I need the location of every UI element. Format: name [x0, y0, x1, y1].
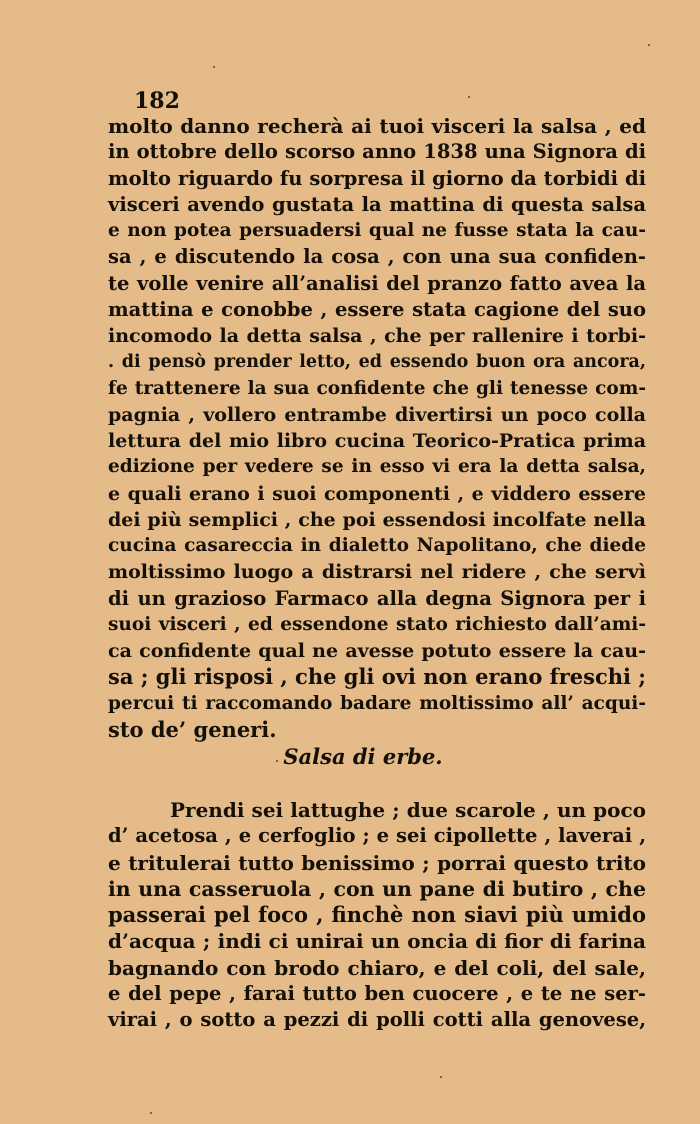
text-line: moltissimo luogo a distrarsi nel ridere , che servì [108, 561, 646, 584]
text-line: bagnando con brodo chiaro, e del coli, del sale, [108, 955, 646, 980]
text-line: molto danno recherà ai tuoi visceri la salsa , ed [108, 114, 646, 138]
text-line: sa ; gli risposi , che gli ovi non erano freschi ; [108, 664, 647, 690]
text-line: molto riguardo fu sorpresa il giorno da torbidi di [108, 166, 646, 190]
text-line: e del pepe , farai tutto ben cuocere , e te ne ser- [108, 982, 646, 1006]
text-line: mattina e conobbe , essere stata cagione del suo [108, 297, 646, 321]
recipe-heading: Salsa di erbe. [283, 744, 443, 769]
text-line: percui ti raccomando badare moltissimo all’ acqui- [108, 692, 646, 714]
text-line: incomodo la detta salsa , che per rallenire i torbi- [108, 325, 646, 347]
print-speck [440, 1076, 442, 1078]
text-line: Prendi sei lattughe ; due scarole , un poco [170, 798, 646, 822]
text-line: fe trattenere la sua confidente che gli tenesse com- [108, 377, 646, 399]
text-line: passerai pel foco , finchè non siavi più umido [108, 902, 646, 928]
text-line: cucina casareccia in dialetto Napolitano, che diede [108, 535, 646, 556]
print-speck [276, 760, 278, 762]
text-line: suoi visceri , ed essendone stato richiesto dall’ami- [108, 613, 646, 635]
text-line: visceri avendo gustata la mattina di questa salsa [108, 192, 646, 216]
text-line: virai , o sotto a pezzi di polli cotti alla genovese, [108, 1008, 646, 1032]
print-speck [648, 44, 650, 46]
text-line: sa , e discutendo la cosa , con una sua confiden- [108, 245, 646, 269]
print-speck [213, 66, 215, 68]
text-line: dei più semplici , che poi essendosi incolfate nella [108, 508, 646, 531]
text-line: pagnia , vollero entrambe divertirsi un poco colla [108, 403, 646, 426]
print-speck [468, 96, 470, 98]
text-line: in una casseruola , con un pane di butiro , che [108, 876, 646, 901]
page-number: 182 [134, 88, 180, 114]
text-line: in ottobre dello scorso anno 1838 una Signora di [108, 140, 646, 164]
recipe-body [108, 797, 646, 1034]
text-line: . di pensò prender letto, ed essendo buon ora ancora, [108, 352, 646, 373]
text-line: ca confidente qual ne avesse potuto essere la cau- [108, 640, 646, 662]
paragraph-body [108, 113, 646, 743]
text-line: d’acqua ; indi ci unirai un oncia di fior di farina [108, 929, 646, 954]
text-line: di un grazioso Farmaco alla degna Signora per i [108, 586, 646, 610]
text-line: e tritulerai tutto benissimo ; porrai questo trito [108, 850, 646, 875]
text-line: sto de’ generi. [108, 716, 277, 742]
text-line: e quali erano i suoi componenti , e viddero essere [108, 482, 646, 505]
text-line: e non potea persuadersi qual ne fusse stata la cau- [108, 220, 646, 241]
text-line: te volle venire all’analisi del pranzo fatto avea la [108, 271, 646, 295]
text-line: lettura del mio libro cucina Teorico-Pratica prima [108, 430, 646, 452]
text-line: d’ acetosa , e cerfoglio ; e sei cipollette , laverai , [108, 824, 646, 848]
print-speck [150, 1112, 152, 1114]
text-line: edizione per vedere se in esso vi era la detta salsa, [108, 456, 646, 478]
